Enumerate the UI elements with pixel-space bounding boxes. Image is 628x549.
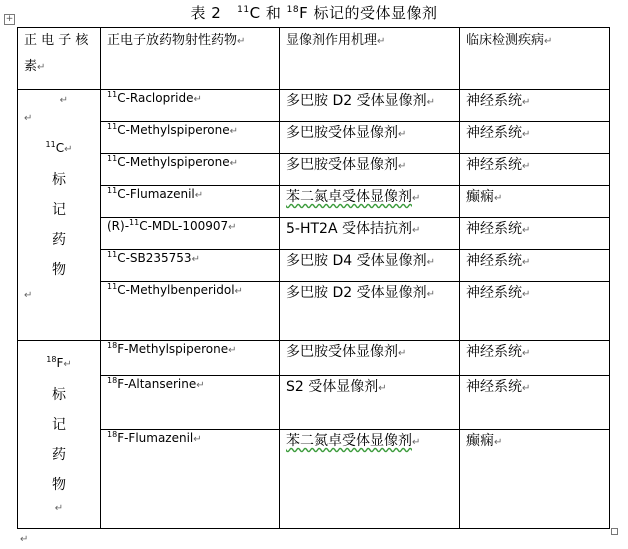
drug-mass: 11 <box>107 122 118 131</box>
mechanism-text: 多巴胺受体显像剂 <box>286 125 398 141</box>
caption-prefix: 表 2 <box>190 4 222 22</box>
group-char: 药 <box>52 447 66 463</box>
table-row <box>18 376 610 430</box>
drug-cell[interactable]: $^{18}$F-Altanserine↵ <box>101 376 280 430</box>
group-cell-f18[interactable]: $^{18}$F↵ 标 记 药 物 ↵ <box>18 341 101 529</box>
header-drug: 正电子放药物射性药物 <box>107 33 238 48</box>
table-row <box>18 122 610 154</box>
table-resize-handle[interactable] <box>611 528 618 535</box>
drug-cell[interactable]: $^{18}$F-Methylspiperone↵ <box>101 341 280 376</box>
caption-isotope-1: C 和 <box>249 4 287 22</box>
disease-text: 神经系统 <box>466 379 522 395</box>
mechanism-text: 多巴胺受体显像剂 <box>286 157 398 173</box>
drug-name: C-MDL-100907 <box>139 219 229 233</box>
drug-mass: 11 <box>129 218 140 227</box>
disease-text: 神经系统 <box>466 157 522 173</box>
group-char: 药 <box>52 232 66 248</box>
mechanism-text: S2 受体显像剂 <box>286 379 379 395</box>
disease-cell[interactable]: 神经系统↵ <box>460 282 610 341</box>
mechanism-cell[interactable]: 多巴胺 D4 受体显像剂↵ <box>280 250 460 282</box>
isotope-symbol: C <box>55 141 65 155</box>
drug-name: F-Flumazenil <box>117 431 194 445</box>
disease-text: 癫痫 <box>466 433 494 449</box>
table-row <box>18 90 610 122</box>
drug-cell[interactable]: $^{11}$C-Methylbenperidol↵ <box>101 282 280 341</box>
disease-text: 癫痫 <box>466 189 494 205</box>
drug-name: C-SB235753 <box>117 251 192 265</box>
disease-cell[interactable]: 神经系统↵ <box>460 341 610 376</box>
drug-cell[interactable]: $^{11}$C-Raclopride↵ <box>101 90 280 122</box>
mechanism-text: 苯二氮卓受体显像剂 <box>286 189 412 205</box>
disease-cell[interactable]: 癫痫↵ <box>460 186 610 218</box>
disease-cell[interactable]: 神经系统↵ <box>460 218 610 250</box>
drug-cell[interactable]: $^{11}$C-Methylspiperone↵ <box>101 122 280 154</box>
drug-prefix: (R)- <box>107 219 130 233</box>
disease-text: 神经系统 <box>466 285 522 301</box>
drug-mass: 11 <box>107 186 118 195</box>
drug-mass: 18 <box>107 430 118 439</box>
group-char: 标 <box>52 387 66 403</box>
drug-cell[interactable]: $^{11}$C-Flumazenil↵ <box>101 186 280 218</box>
table-row <box>18 186 610 218</box>
mechanism-text: 多巴胺 D2 受体显像剂 <box>286 285 427 301</box>
header-cell-mechanism[interactable]: 显像剂作用机理↵ <box>280 28 460 90</box>
drug-name: C-Raclopride <box>117 91 194 105</box>
drug-mass: 18 <box>107 341 118 350</box>
drug-cell[interactable]: (R)-$^{11}$C-MDL-100907↵ <box>101 218 280 250</box>
drug-name: C-Methylbenperidol <box>117 283 235 297</box>
caption-suffix: 标记的受体显像剂 <box>308 4 438 22</box>
mechanism-cell[interactable]: 多巴胺受体显像剂↵ <box>280 154 460 186</box>
table-row <box>18 154 610 186</box>
mechanism-text: 苯二氮卓受体显像剂 <box>286 433 412 449</box>
group-char: 标 <box>52 172 66 188</box>
header-cell-drug[interactable]: 正电子放药物射性药物↵ <box>101 28 280 90</box>
mechanism-cell[interactable]: S2 受体显像剂↵ <box>280 376 460 430</box>
group-cell-c11[interactable]: ↵ ↵ $^{11}$C↵ 标 记 药 物 ↵ <box>18 90 101 341</box>
paragraph-mark: ↵ <box>20 534 29 545</box>
mechanism-text: 多巴胺受体显像剂 <box>286 344 398 360</box>
group-label: $^{11}$C↵ <box>45 140 73 155</box>
disease-cell[interactable]: 神经系统↵ <box>460 154 610 186</box>
drug-mass: 11 <box>107 282 118 291</box>
table-row <box>18 282 610 341</box>
group-label: $^{18}$F↵ <box>46 355 72 370</box>
table-row <box>18 341 610 376</box>
group-char: 物 <box>52 262 66 278</box>
caption-isotope-1-mass: 11 <box>237 5 250 15</box>
drug-mass: 11 <box>107 154 118 163</box>
mechanism-cell[interactable]: 多巴胺 D2 受体显像剂↵ <box>280 282 460 341</box>
disease-cell[interactable]: 神经系统↵ <box>460 122 610 154</box>
drug-mass: 11 <box>107 250 118 259</box>
disease-text: 神经系统 <box>466 93 522 109</box>
drug-cell[interactable]: $^{18}$F-Flumazenil↵ <box>101 430 280 529</box>
table-row <box>18 250 610 282</box>
drug-cell[interactable]: $^{11}$C-Methylspiperone↵ <box>101 154 280 186</box>
drug-mass: 18 <box>107 376 118 385</box>
table-move-handle[interactable]: + <box>5 14 14 24</box>
caption-isotope-2: F <box>299 4 309 22</box>
header-cell-disease[interactable]: 临床检测疾病↵ <box>460 28 610 90</box>
group-char: 记 <box>52 417 66 433</box>
drug-name: C-Methylspiperone <box>117 155 230 169</box>
disease-cell[interactable]: 神经系统↵ <box>460 376 610 430</box>
isotope-symbol: F <box>56 356 64 370</box>
mechanism-text: 5-HT2A 受体拮抗剂 <box>286 221 412 237</box>
caption-isotope-2-mass: 18 <box>286 5 300 15</box>
mechanism-cell[interactable]: 多巴胺受体显像剂↵ <box>280 122 460 154</box>
drug-name: F-Methylspiperone <box>117 342 229 356</box>
drug-name: C-Methylspiperone <box>117 123 230 137</box>
header-row <box>18 28 610 90</box>
drug-mass: 11 <box>107 90 118 99</box>
table-row <box>18 218 610 250</box>
group-char: 物 <box>52 477 66 493</box>
header-nuclide: 正 电 子 核 素 <box>24 33 89 74</box>
radiopharmaceutical-table <box>17 27 610 529</box>
mechanism-cell[interactable]: 多巴胺受体显像剂↵ <box>280 341 460 376</box>
mechanism-cell[interactable]: 多巴胺 D2 受体显像剂↵ <box>280 90 460 122</box>
mechanism-text: 多巴胺 D2 受体显像剂 <box>286 93 427 109</box>
header-cell-nuclide[interactable]: 正 电 子 核 素↵ <box>18 28 101 90</box>
group-char: 记 <box>52 202 66 218</box>
drug-name: F-Altanserine <box>117 377 197 391</box>
disease-cell[interactable]: 神经系统↵ <box>460 250 610 282</box>
mechanism-text: 多巴胺 D4 受体显像剂 <box>286 253 427 269</box>
drug-name: C-Flumazenil <box>117 187 195 201</box>
isotope-mass: 11 <box>45 140 56 149</box>
mechanism-cell[interactable]: 5-HT2A 受体拮抗剂↵ <box>280 218 460 250</box>
disease-text: 神经系统 <box>466 221 522 237</box>
disease-text: 神经系统 <box>466 344 522 360</box>
table-row <box>18 430 610 529</box>
drug-cell[interactable]: $^{11}$C-SB235753↵ <box>101 250 280 282</box>
isotope-mass: 18 <box>46 355 57 364</box>
table-caption <box>0 2 628 23</box>
disease-text: 神经系统 <box>466 253 522 269</box>
disease-cell[interactable]: 癫痫↵ <box>460 430 610 529</box>
header-mechanism: 显像剂作用机理 <box>286 33 378 48</box>
disease-cell[interactable]: 神经系统↵ <box>460 90 610 122</box>
header-disease: 临床检测疾病 <box>466 33 545 48</box>
mechanism-cell[interactable]: 苯二氮卓受体显像剂↵ <box>280 430 460 529</box>
mechanism-cell[interactable]: 苯二氮卓受体显像剂↵ <box>280 186 460 218</box>
disease-text: 神经系统 <box>466 125 522 141</box>
